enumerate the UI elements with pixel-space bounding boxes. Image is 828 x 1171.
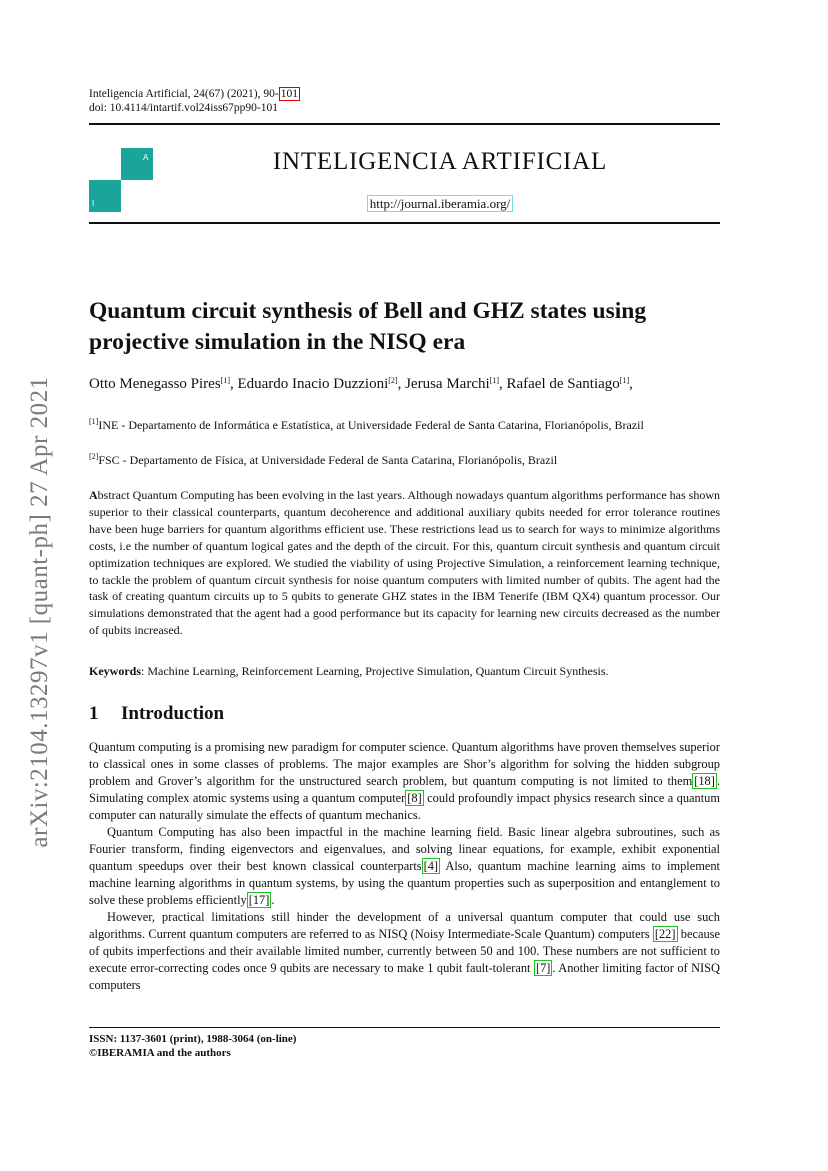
section-number: 1 [89, 703, 99, 724]
author-2-affil-mark: [2] [388, 376, 398, 385]
keywords-label: Keywords [89, 664, 141, 678]
journal-citation [89, 87, 300, 101]
affiliation-2 [89, 452, 729, 468]
author-3-affil-mark: [1] [489, 376, 499, 385]
doi: doi: 10.4114/intartif.vol24iss67pp90-101 [89, 102, 278, 114]
keywords-text: : Machine Learning, Reinforcement Learning, Projective Simulation, Quantum Circuit Synthesis. [141, 664, 609, 678]
author-separator: , [397, 376, 406, 392]
affiliation-1-mark: [1] [89, 417, 99, 426]
citation-link[interactable]: [4] [423, 859, 439, 873]
keywords [89, 663, 720, 679]
journal-reference [89, 87, 300, 115]
paragraph-text: . [271, 893, 275, 907]
paragraph-2 [89, 824, 720, 909]
header-rule-bottom [89, 222, 720, 224]
body-text [89, 739, 720, 994]
citation-link[interactable]: [18] [694, 774, 715, 788]
arxiv-stamp [0, 0, 80, 1171]
author-3: Jerusa Marchi [405, 376, 490, 392]
paragraph-text: could profoundly impact physics research since a quantum computer can naturally simulate the effects of quantum mechanics. [89, 791, 720, 822]
last-page-link[interactable]: 101 [280, 88, 298, 100]
citation-link[interactable]: [7] [535, 961, 551, 975]
footer [89, 1032, 296, 1060]
paragraph-text: . Simulating complex atomic systems using a quantum computer [89, 774, 720, 805]
author-separator: , [229, 376, 238, 392]
author-separator: , [498, 376, 507, 392]
journal-logo [89, 148, 153, 212]
author-4-affil-mark: [1] [619, 376, 630, 385]
issn: ISSN: 1137-3601 (print), 1988-3064 (on-line) [89, 1033, 297, 1045]
paragraph-text: Also, quantum machine learning aims to implement machine learning algorithms in quantum systems, by using the quantum properties such as superposition and entanglement to solve these problems efficiently [89, 859, 721, 907]
affiliation-1-text: INE - Departamento de Informática e Estatística, at Universidade Federal de Santa Catarina, Florianópolis, Brazil [98, 418, 644, 432]
citation-link[interactable]: [17] [248, 893, 270, 907]
copyright: ©IBERAMIA and the authors [89, 1047, 231, 1059]
author-1-affil-mark: [1] [220, 376, 230, 385]
journal-url-link[interactable]: http://journal.iberamia.org/ [367, 195, 514, 212]
journal-title: INTELIGENCIA ARTIFICIAL [272, 148, 608, 175]
affiliation-2-mark: [2] [89, 452, 99, 461]
section-heading [89, 703, 224, 725]
author-4: Rafael de Santiago [506, 376, 620, 392]
paragraph-text: because of qubits imperfections and their available limited number, currently between 50 and 100. These numbers are not sufficient to execute error-correcting codes once 9 qubits are necessary to make 1 qubit fault-tolerant [89, 927, 720, 975]
citation-link[interactable]: [22] [654, 927, 676, 941]
paragraph-text: Quantum Computing has also been impactful in the machine learning field. Basic linear algebra subroutines, such as Fourier transform, finding eigenvectors and eigenvalues, and solving linear equations, for example, exhibit exponential quantum speedups over their best known classical counterparts [89, 825, 720, 873]
paragraph-text: . Another limiting factor of NISQ computers [89, 961, 720, 992]
paragraph-3 [89, 909, 720, 994]
journal-url-container [160, 196, 720, 212]
abstract-text: bstract Quantum Computing has been evolving in the last years. Although nowadays quantum algorithms performance has shown superior to their classical counterparts, quantum decoherence and additional auxiliary qubits needed for error tolerance routines have been huge barriers for quantum algorithms efficient use. These restrictions lead us to search for ways to minimize algorithms costs, i.e the number of quantum logical gates and the depth of the circuit. For this, quantum circuit synthesis and quantum circuit optimization techniques are explored. We studied the viability of using Projective Simulation, a reinforcement learning technique, to tackle the problem of quantum circuit synthesis for noise quantum computers with limited number of qubits. The agent had the task of creating quantum circuits up to 5 qubits to generate GHZ states in the IBM Tenerife (IBM QX4) quantum processor. Our simulations demonstrated that the agent had a good performance but its capacity for learning new circuits decreased as the number of qubits increased. [89, 488, 720, 638]
arxiv-id: arXiv:2104.13297v1 [quant-ph] 27 Apr 2021 [26, 376, 53, 848]
affiliation-1 [89, 417, 729, 433]
author-list [89, 374, 729, 394]
paragraph-text: However, practical limitations still hinder the development of a universal quantum computer that could use such algorithms. Current quantum computers are referred to as NISQ (Noisy Intermediate-Scale Quantum) computers [89, 910, 720, 941]
author-separator: , [629, 376, 633, 392]
author-2: Eduardo Inacio Duzzioni [237, 376, 389, 392]
logo-letter-a: A [143, 153, 149, 162]
header-rule-top [89, 123, 720, 125]
journal-citation-text: Inteligencia Artificial, 24(67) (2021), 90- [89, 88, 279, 100]
abstract-lead-letter: A [89, 488, 98, 502]
paragraph-text: Quantum computing is a promising new paradigm for computer science. Quantum algorithms have proven themselves superior to classical ones in some classes of problems. The major examples are Shor’s algorithm for solving the hidden subgroup problem and Grover’s algorithm for the unstructured search problem, but quantum computing is not limited to them [89, 740, 720, 788]
footer-rule [89, 1027, 720, 1028]
abstract [89, 487, 720, 639]
author-1: Otto Menegasso Pires [89, 376, 221, 392]
logo-letter-i: I [92, 199, 95, 208]
citation-link[interactable]: [8] [407, 791, 422, 805]
paper-title: Quantum circuit synthesis of Bell and GHZ states using projective simulation in the NISQ era [89, 298, 647, 355]
affiliation-2-text: FSC - Departamento de Física, at Universidade Federal de Santa Catarina, Florianópolis, Brazil [98, 453, 558, 467]
paragraph-1 [89, 739, 720, 824]
section-title: Introduction [121, 703, 225, 724]
